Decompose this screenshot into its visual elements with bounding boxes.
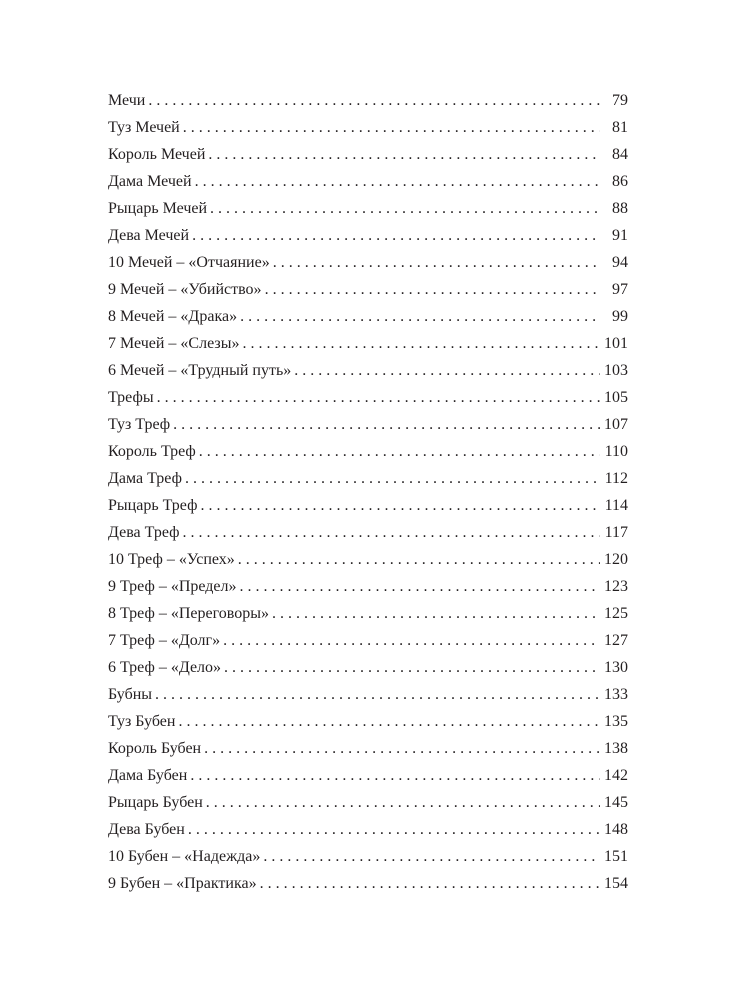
dot-leader <box>224 654 600 681</box>
toc-entry-page: 148 <box>604 821 628 838</box>
toc-entry-title: Дева Треф <box>108 524 180 541</box>
toc-entry <box>108 141 628 168</box>
toc-entry-title: 6 Треф – «Дело» <box>108 659 222 676</box>
toc-entry-title: Трефы <box>108 389 154 406</box>
dot-leader <box>183 114 600 141</box>
toc-entry <box>108 843 628 870</box>
dot-leader <box>178 708 600 735</box>
dot-leader <box>195 168 600 195</box>
toc-entry-page: 112 <box>604 470 628 487</box>
dot-leader <box>199 438 600 465</box>
toc-entry-title: Туз Треф <box>108 416 171 433</box>
toc-entry <box>108 168 628 195</box>
toc-entry <box>108 384 628 411</box>
dot-leader <box>242 330 600 357</box>
toc-entry <box>108 222 628 249</box>
dot-leader <box>182 519 600 546</box>
dot-leader <box>240 303 600 330</box>
toc-entry-title: 10 Мечей – «Отчаяние» <box>108 254 270 271</box>
toc-entry <box>108 654 628 681</box>
dot-leader <box>263 843 600 870</box>
dot-leader <box>273 249 600 276</box>
toc-entry-page: 135 <box>604 713 628 730</box>
toc-entry <box>108 573 628 600</box>
toc-entry-page: 103 <box>604 362 628 379</box>
toc-entry <box>108 465 628 492</box>
toc-entry <box>108 87 628 114</box>
toc-entry-page: 79 <box>612 92 628 109</box>
toc-entry-title: Туз Бубен <box>108 713 176 730</box>
toc-entry <box>108 303 628 330</box>
toc-entry-page: 114 <box>604 497 628 514</box>
toc-entry-title: Бубны <box>108 686 153 703</box>
toc-entry-title: 9 Бубен – «Практика» <box>108 875 257 892</box>
toc-entry-title: 9 Треф – «Предел» <box>108 578 237 595</box>
toc-entry <box>108 114 628 141</box>
toc-entry <box>108 357 628 384</box>
toc-entry-title: 8 Мечей – «Драка» <box>108 308 238 325</box>
toc-entry-page: 120 <box>604 551 628 568</box>
dot-leader <box>208 141 600 168</box>
dot-leader <box>265 276 600 303</box>
dot-leader <box>206 789 600 816</box>
toc-entry <box>108 816 628 843</box>
toc-entry <box>108 762 628 789</box>
toc-entry-page: 138 <box>604 740 628 757</box>
toc-entry-page: 84 <box>612 146 628 163</box>
dot-leader <box>210 195 600 222</box>
dot-leader <box>173 411 600 438</box>
toc-entry-title: Дева Мечей <box>108 227 190 244</box>
toc-entry <box>108 735 628 762</box>
dot-leader <box>272 600 600 627</box>
toc-entry-page: 130 <box>604 659 628 676</box>
dot-leader <box>204 735 600 762</box>
dot-leader <box>200 492 600 519</box>
dot-leader <box>260 870 600 897</box>
toc-entry-page: 142 <box>604 767 628 784</box>
toc-entry-title: 9 Мечей – «Убийство» <box>108 281 262 298</box>
toc-entry-title: Дама Треф <box>108 470 182 487</box>
toc-entry-page: 94 <box>612 254 628 271</box>
dot-leader <box>188 816 600 843</box>
toc-entry <box>108 492 628 519</box>
toc-entry-title: 7 Мечей – «Слезы» <box>108 335 240 352</box>
toc-entry-title: Король Треф <box>108 443 196 460</box>
toc-entry <box>108 600 628 627</box>
toc-entry-page: 88 <box>612 200 628 217</box>
toc-entry <box>108 195 628 222</box>
dot-leader <box>148 87 600 114</box>
toc-entry-title: 7 Треф – «Долг» <box>108 632 221 649</box>
toc-entry-title: Рыцарь Бубен <box>108 794 203 811</box>
toc-entry-title: Рыцарь Треф <box>108 497 198 514</box>
dot-leader <box>190 762 600 789</box>
toc-entry-page: 110 <box>604 443 628 460</box>
toc-entry-title: 10 Треф – «Успех» <box>108 551 235 568</box>
dot-leader <box>294 357 600 384</box>
toc-entry-title: Дева Бубен <box>108 821 185 838</box>
toc-entry-title: Мечи <box>108 92 146 109</box>
toc-entry-page: 133 <box>604 686 628 703</box>
dot-leader <box>240 573 601 600</box>
toc-entry <box>108 627 628 654</box>
toc-entry-page: 125 <box>604 605 628 622</box>
toc-entry-title: Король Бубен <box>108 740 202 757</box>
toc-entry <box>108 330 628 357</box>
toc-entry <box>108 789 628 816</box>
toc-entry <box>108 708 628 735</box>
toc-entry <box>108 546 628 573</box>
toc-entry <box>108 870 628 897</box>
toc-entry <box>108 249 628 276</box>
table-of-contents <box>108 87 628 897</box>
toc-entry-page: 145 <box>604 794 628 811</box>
toc-entry-page: 86 <box>612 173 628 190</box>
toc-entry-page: 127 <box>604 632 628 649</box>
dot-leader <box>157 384 600 411</box>
toc-entry-title: 8 Треф – «Переговоры» <box>108 605 269 622</box>
toc-entry-title: 10 Бубен – «Надежда» <box>108 848 261 865</box>
dot-leader <box>238 546 600 573</box>
dot-leader <box>192 222 600 249</box>
dot-leader <box>185 465 600 492</box>
toc-entry <box>108 411 628 438</box>
toc-entry-title: Рыцарь Мечей <box>108 200 208 217</box>
dot-leader <box>223 627 600 654</box>
toc-entry-page: 154 <box>604 875 628 892</box>
toc-entry-title: Туз Мечей <box>108 119 180 136</box>
toc-entry-title: Дама Мечей <box>108 173 192 190</box>
toc-entry <box>108 438 628 465</box>
dot-leader <box>155 681 600 708</box>
toc-entry-title: Король Мечей <box>108 146 206 163</box>
toc-entry-page: 123 <box>604 578 628 595</box>
toc-entry-page: 91 <box>612 227 628 244</box>
toc-entry <box>108 519 628 546</box>
toc-entry-title: 6 Мечей – «Трудный путь» <box>108 362 292 379</box>
toc-entry <box>108 276 628 303</box>
toc-entry-page: 99 <box>612 308 628 325</box>
toc-entry-page: 107 <box>604 416 628 433</box>
toc-entry-page: 117 <box>604 524 628 541</box>
toc-entry-page: 97 <box>612 281 628 298</box>
toc-entry-page: 151 <box>604 848 628 865</box>
toc-entry-page: 105 <box>604 389 628 406</box>
toc-entry-page: 101 <box>604 335 628 352</box>
toc-entry <box>108 681 628 708</box>
toc-entry-title: Дама Бубен <box>108 767 188 784</box>
toc-entry-page: 81 <box>612 119 628 136</box>
